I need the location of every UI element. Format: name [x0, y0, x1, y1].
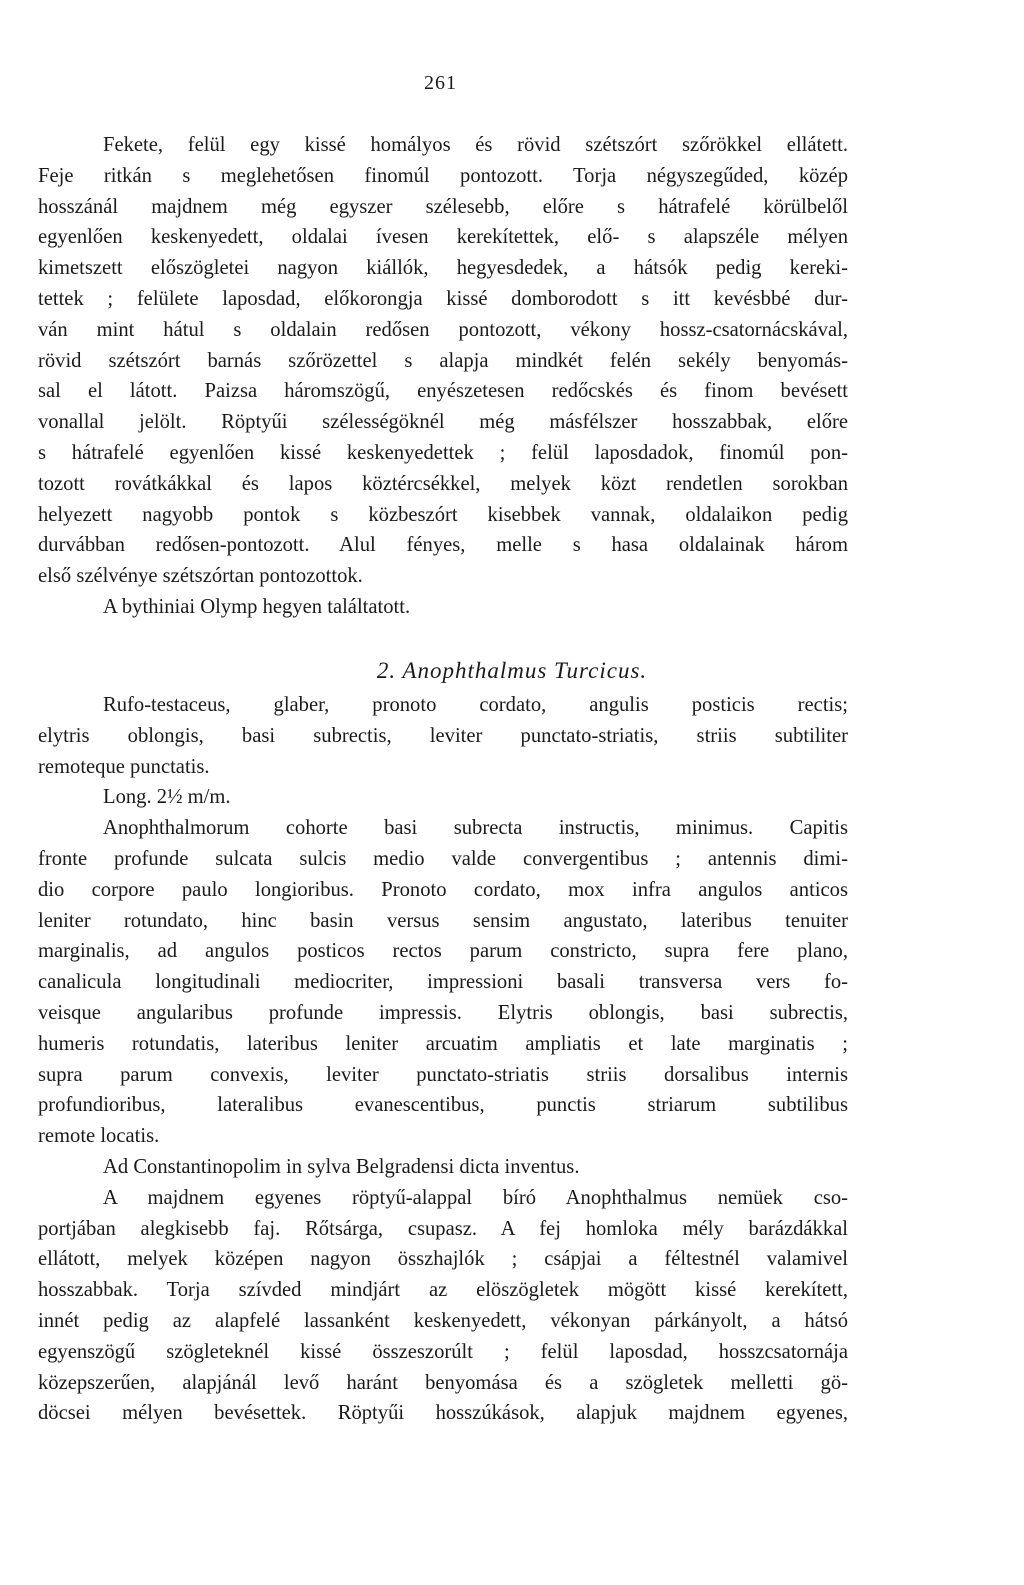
text-line: durvábban redősen-pontozott. Alul fényes, melle s hasa oldalainak három: [38, 534, 848, 557]
text-line: hosszánál majdnem még egyszer szélesebb, előre s hátrafelé körülbelől: [38, 195, 848, 218]
text-line: s hátrafelé egyenlően kissé keskenyedettek ; felül laposdadok, finomúl pon-: [38, 441, 848, 464]
text-line: ellátott, melyek középen nagyon összhajlók ; csápjai a féltestnél valamivel: [38, 1248, 848, 1271]
text-line: veisque angularibus profunde impressis. Elytris oblongis, basi subrectis,: [38, 1001, 848, 1024]
text-line: leniter rotundato, hinc basin versus sensim angustato, lateribus tenuiter: [38, 909, 848, 932]
text-line: ván mint hátul s oldalain redősen pontozott, vékony hossz-csatornácskával,: [38, 318, 848, 341]
text-line: közepszerűen, alapjánál levő haránt benyomása és a szögletek melletti gö-: [38, 1371, 848, 1394]
text-line-locality: Ad Constantinopolim in sylva Belgradensi dicta inventus.: [103, 1155, 580, 1178]
text-line: dio corpore paulo longioribus. Pronoto cordato, mox infra angulos anticos: [38, 878, 848, 901]
text-line: döcsei mélyen bevésettek. Röptyűi hosszúkások, alapjuk majdnem egyenes,: [38, 1402, 848, 1425]
text-line: A majdnem egyenes röptyű-alappal bíró Anophthalmus nemüek cso-: [103, 1186, 848, 1209]
text-line: vonallal jelölt. Röptyűi szélességöknél még másfélszer hosszabbak, előre: [38, 411, 848, 434]
page-number: 261: [424, 72, 457, 94]
text-line-length: Long. 2½ m/m.: [103, 786, 231, 809]
text-line: egyenlően keskenyedett, oldalai ívesen kerekítettek, elő- s alapszéle mélyen: [38, 226, 848, 249]
text-line: Anophthalmorum cohorte basi subrecta instructis, minimus. Capitis: [103, 817, 848, 840]
text-line: tozott rovátkákkal és lapos köztércsékkel, melyek közt rendetlen sorokban: [38, 472, 848, 495]
text-line: humeris rotundatis, lateribus leniter arcuatim ampliatis et late marginatis ;: [38, 1032, 848, 1055]
text-line: remoteque punctatis.: [38, 755, 210, 778]
text-line: elytris oblongis, basi subrectis, leviter punctato-striatis, striis subtiliter: [38, 724, 848, 747]
text-line: első szélvénye szétszórtan pontozottok.: [38, 565, 363, 588]
text-line: portjában alegkisebb faj. Rőtsárga, csupasz. A fej homloka mély barázdákkal: [38, 1217, 848, 1240]
text-line: sal el látott. Paizsa háromszögű, enyészetesen redőcskés és finom bevésett: [38, 380, 848, 403]
text-line: kimetszett előszögletei nagyon kiállók, hegyesdedek, a hátsók pedig kereki-: [38, 257, 848, 280]
text-line: fronte profunde sulcata sulcis medio valde convergentibus ; antennis dimi-: [38, 847, 848, 870]
text-line: egyenszögű szögleteknél kissé összeszorúlt ; felül laposdad, hosszcsatornája: [38, 1340, 848, 1363]
text-block-description-latin: [38, 690, 848, 1429]
text-line: profundioribus, lateralibus evanescentibus, punctis striarum subtilibus: [38, 1094, 848, 1117]
text-line: remote locatis.: [38, 1125, 160, 1148]
text-line: rövid szétszórt barnás szőrözettel s alapja mindkét felén sekély benyomás-: [38, 349, 848, 372]
text-line: tettek ; felülete laposdad, előkorongja kissé domborodott s itt kevésbbé dur-: [38, 287, 848, 310]
text-line: Fekete, felül egy kissé homályos és rövid szétszórt szőrökkel ellátett.: [103, 134, 848, 156]
text-line: canalicula longitudinali mediocriter, impressioni basali transversa vers fo-: [38, 971, 848, 994]
text-line-locality: A bythiniai Olymp hegyen találtatott.: [103, 595, 411, 618]
text-line: helyezett nagyobb pontok s közbeszórt kisebbek vannak, oldalaikon pedig: [38, 503, 848, 526]
text-block-description-hungarian: [38, 130, 848, 623]
text-line: innét pedig az alapfelé lassanként keskenyedett, vékonyan párkányolt, a hátsó: [38, 1309, 848, 1332]
text-line: hosszabbak. Torja szívded mindjárt az elöszögletek mögött kissé kerekített,: [38, 1279, 848, 1302]
species-heading: 2. Anophthalmus Turcicus.: [376, 658, 648, 683]
text-line: Feje ritkán s meglehetősen finomúl pontozott. Torja négyszegűded, közép: [38, 164, 848, 187]
text-line: supra parum convexis, leviter punctato-striatis striis dorsalibus internis: [38, 1063, 848, 1086]
text-line: marginalis, ad angulos posticos rectos parum constricto, supra fere plano,: [38, 940, 848, 963]
text-line: Rufo-testaceus, glaber, pronoto cordato, angulis posticis rectis;: [103, 694, 848, 716]
